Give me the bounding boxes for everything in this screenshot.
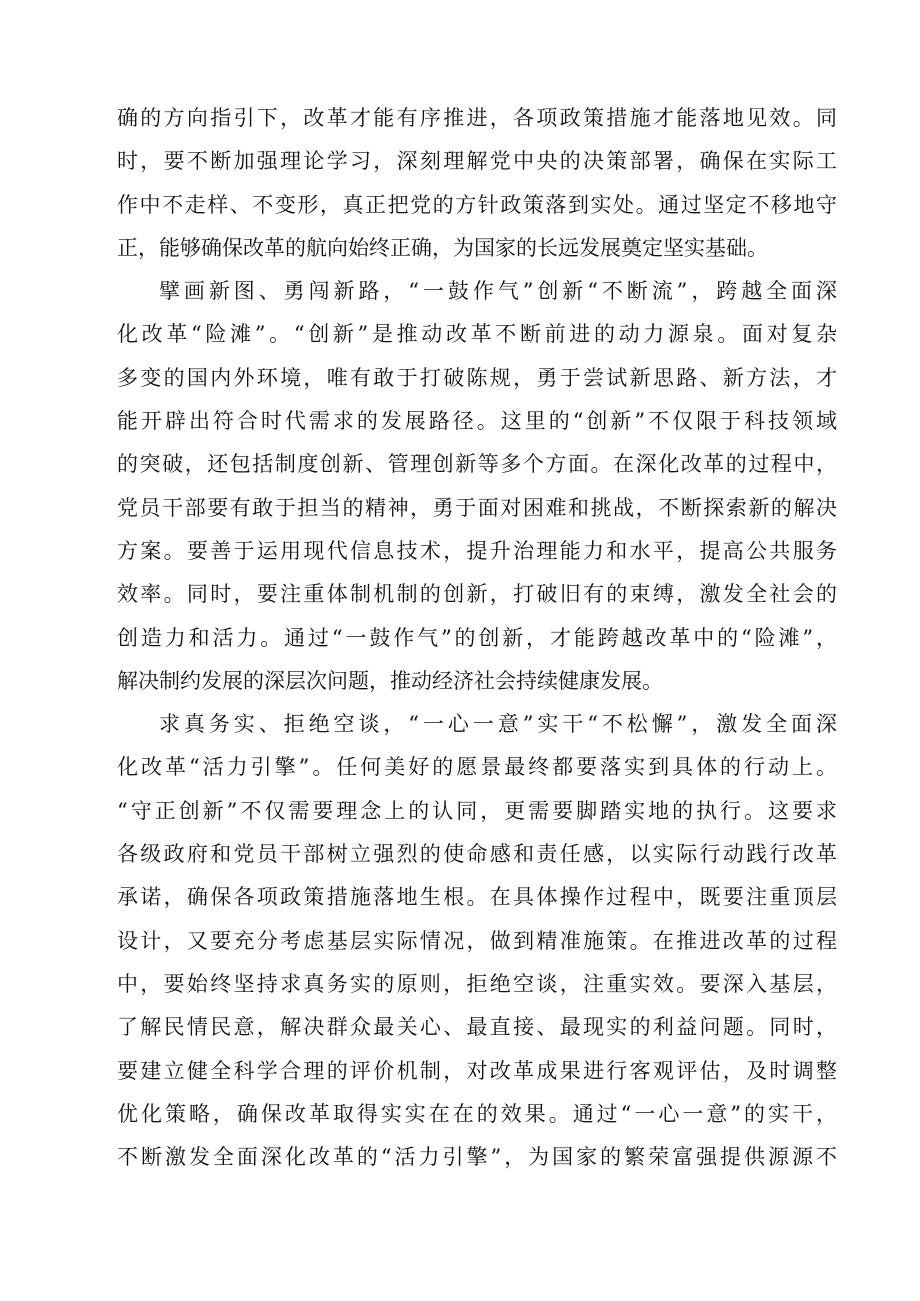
text-line: 设计，又要充分考虑基层实际情况，做到精准施策。在推进改革的过程 [117,928,837,953]
text-line: 解决制约发展的深层次问题，推动经济社会持续健康发展。 [117,668,663,693]
text-line: 了解民情民意，解决群众最关心、最直接、最现实的利益问题。同时， [117,1015,837,1040]
text-line: 要建立健全科学合理的评价机制，对改革成果进行客观评估，及时调整 [117,1058,837,1083]
text-line: 不断激发全面深化改革的“活力引擎”，为国家的繁荣富强提供源源不 [117,1145,837,1170]
text-line: 各级政府和党员干部树立强烈的使命感和责任感，以实际行动践行改革 [117,842,837,867]
text-line: 承诺，确保各项政策措施落地生根。在具体操作过程中，既要注重顶层 [117,885,837,910]
body-text [117,97,837,1179]
text-line: 效率。同时，要注重体制机制的创新，打破旧有的束缚，激发全社会的 [117,582,837,607]
text-line: 作中不走样、不变形，真正把党的方针政策落到实处。通过坚定不移地守 [117,192,837,217]
text-line: “守正创新”不仅需要理念上的认同，更需要脚踏实地的执行。这要求 [117,798,837,823]
text-line: 方案。要善于运用现代信息技术，提升治理能力和水平，提高公共服务 [117,538,837,563]
text-line: 中，要始终坚持求真务实的原则，拒绝空谈，注重实效。要深入基层， [117,971,837,996]
text-line: 确的方向指引下，改革才能有序推进，各项政策措施才能落地见效。同 [117,106,837,130]
text-line: 党员干部要有敢于担当的精神，勇于面对困难和挑战，不断探索新的解决 [117,495,837,520]
text-line: 多变的国内外环境，唯有敢于打破陈规，勇于尝试新思路、新方法，才 [117,365,837,390]
text-line: 正，能够确保改革的航向始终正确，为国家的长远发展奠定坚实基础。 [117,235,768,260]
text-line: 时，要不断加强理论学习，深刻理解党中央的决策部署，确保在实际工 [117,149,837,174]
text-line: 优化策略，确保改革取得实实在在的效果。通过“一心一意”的实干， [117,1101,837,1126]
text-line: 求真务实、拒绝空谈，“一心一意”实干“不松懈”，激发全面深 [159,712,837,737]
text-line: 的突破，还包括制度创新、管理创新等多个方面。在深化改革的过程中， [117,452,837,477]
text-line: 创造力和活力。通过“一鼓作气”的创新，才能跨越改革中的“险滩”， [117,625,837,650]
text-line: 能开辟出符合时代需求的发展路径。这里的“创新”不仅限于科技领域 [117,409,837,434]
text-line: 化改革“险滩”。“创新”是推动改革不断前进的动力源泉。面对复杂 [117,322,837,347]
text-line: 擘画新图、勇闯新路，“一鼓作气”创新“不断流”，跨越全面深 [159,279,837,304]
text-line: 化改革“活力引擎”。任何美好的愿景最终都要落实到具体的行动上。 [117,755,837,780]
